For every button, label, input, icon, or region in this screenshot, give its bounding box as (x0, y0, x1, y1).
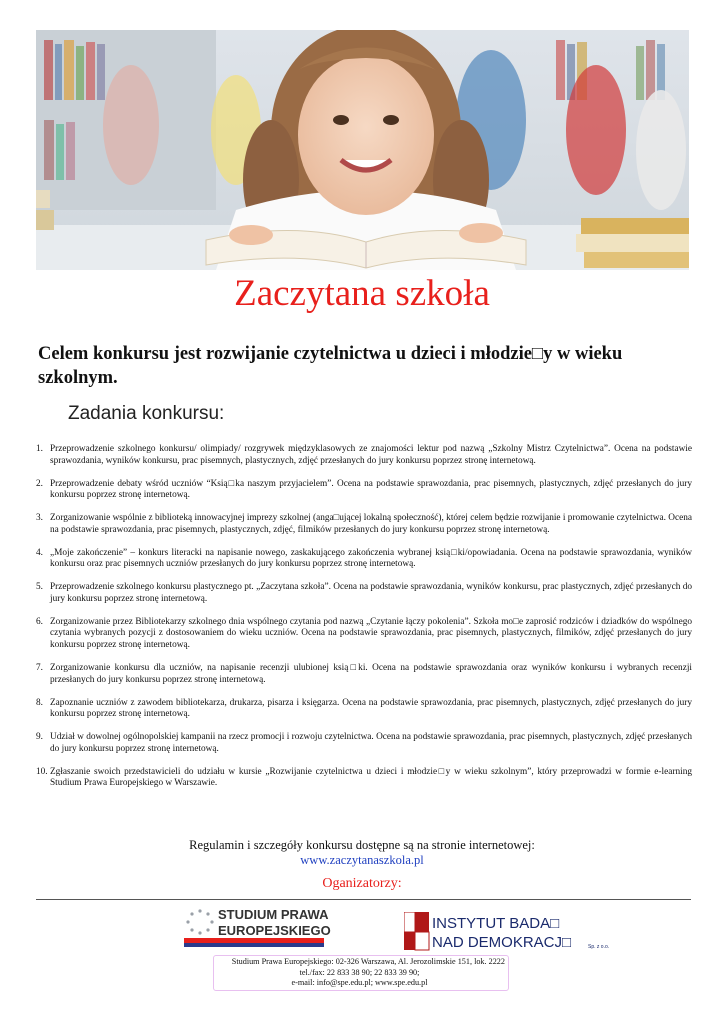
tasks-heading: Zadania konkursu: (68, 403, 225, 424)
address-box (213, 955, 509, 991)
list-item: 4. „Moje zakończenie” – konkurs literacki na napisanie nowego, zaskakującego zakończenia wybranej ksią□ki/opowiadania. Ocena na podstawie sprawozdania, wyników konkursu oraz prac pisemnych uczniów przesłanych do jury konkursu poprzez stronę internetową. (36, 547, 692, 570)
list-item: 2. Przeprowadzenie debaty wśród uczniów “Ksią□ka naszym przyjacielem”. Ocena na podstawie sprawozdania, prac pisemnych, plastycznych, zdjęć przesłanych do jury konkursu poprzez stronę internetową. (36, 478, 692, 501)
regulations-note: Regulamin i szczegóły konkursu dostępne są na stronie internetowej: (189, 838, 535, 852)
list-item: 10. Zgłaszanie swoich przedstawicieli do udziału w kursie „Rozwijanie czytelnictwa u dzieci i młodzie□y w wieku szkolnym”, który przeprowadzi w formie e-learning Studium Prawa Europejskiego w Warszawie. (36, 766, 692, 789)
divider (36, 899, 691, 900)
phone-line: tel./fax: 22 833 38 90; 22 833 39 90; (299, 967, 420, 977)
list-item: 1. Przeprowadzenie szkolnego konkursu/ olimpiady/ rozgrywek międzyklasowych ze znajomości lektur pod nazwą „Szkolny Mistrz Czytelnictwa”. Ocena na podstawie sprawozdania, wyników konkursu, prac pisemnych, plastycznych, zdjęć przesłanych do jury konkursu poprzez stronę internetową. (36, 444, 692, 466)
svg-text:NAD DEMOKRACJ□: NAD DEMOKRACJ□ (432, 934, 572, 951)
svg-text:Sp. z o.o.: Sp. z o.o. (588, 944, 610, 950)
svg-text:EUROPEJSKIEGO: EUROPEJSKIEGO (218, 923, 331, 938)
svg-text:STUDIUM PRAWA: STUDIUM PRAWA (218, 907, 329, 922)
website-link[interactable]: www.zaczytanaszkola.pl (300, 853, 424, 867)
list-item: 3. Zorganizowanie wspólnie z biblioteką innowacyjnej imprezy szkolnej (anga□ującej lokalną społeczność), której celem będzie rozwijanie i promowanie czytelnictwa. Ocena na podstawie sprawozdania, prac pisemnych, plastycznych, zdjęć, filmików przesłanych do jury konkursu poprzez stronę internetową. (36, 513, 692, 535)
list-item: 8. Zapoznanie uczniów z zawodem bibliotekarza, drukarza, pisarza i księgarza. Ocena na podstawie sprawozdania, prac pisemnych, plastycznych, zdjęć przesłanych do jury konkursu poprzez stronę internetową. (36, 697, 692, 720)
header-photo-girl-reading (36, 30, 689, 270)
address-line: Studium Prawa Europejskiego: 02-326 Warszawa, Al. Jerozolimskie 151, lok. 2222 (231, 957, 505, 966)
spe-logo (182, 905, 332, 951)
list-item: 6. Zorganizowanie przez Bibliotekarzy szkolnego dnia wspólnego czytania pod nazwą „Czytanie łączy pokolenia”. Szkoła mo□e zaprosić rodziców i dziadków do wspólnego czytania wybranych pozycji z dostosowaniem do wieku uczniów. Ocena na podstawie sprawozdania, prac pisemnych, plastycznych, filmików, zdjęć przesłanych do jury konkursu poprzez stronę internetową. (36, 616, 692, 650)
organizers-heading: Oganizatorzy: (322, 876, 402, 891)
list-item: 5. Przeprowadzenie szkolnego konkursu plastycznego pt. „Zaczytana szkoła”. Ocena na podstawie sprawozdania, wyników konkursu, prac plastycznych, zdjęć przesłanych do jury konkursu poprzez stronę internetową. (36, 582, 692, 604)
list-item: 9. Udział w dowolnej ogólnopolskiej kampanii na rzecz promocji i rozwoju czytelnictwa. Ocena na podstawie sprawozdania, prac pisemnych, plastycznych, zdjęć przesłanych do jury konkursu poprzez stronę internetową. (36, 732, 692, 754)
list-item: 7. Zorganizowanie konkursu dla uczniów, na napisanie recenzji ulubionej ksią□ki. Ocena na podstawie sprawozdania oraz wyników konkursu i wybranych recenzji przesłanych do jury konkursu poprzez stronę internetową. (36, 663, 692, 685)
email-line: e-mail: info@spe.edu.pl; www.spe.edu.pl (291, 978, 428, 987)
ibnd-logo (404, 912, 624, 952)
svg-text:INSTYTUT BADA□: INSTYTUT BADA□ (432, 915, 560, 932)
page-title: Zaczytana szkoła (234, 273, 490, 314)
tasks-list (36, 444, 692, 801)
lead-statement: Celem konkursu jest rozwijanie czytelnictwa u dzieci i młodzie□y w wieku szkolnym. (38, 344, 623, 388)
